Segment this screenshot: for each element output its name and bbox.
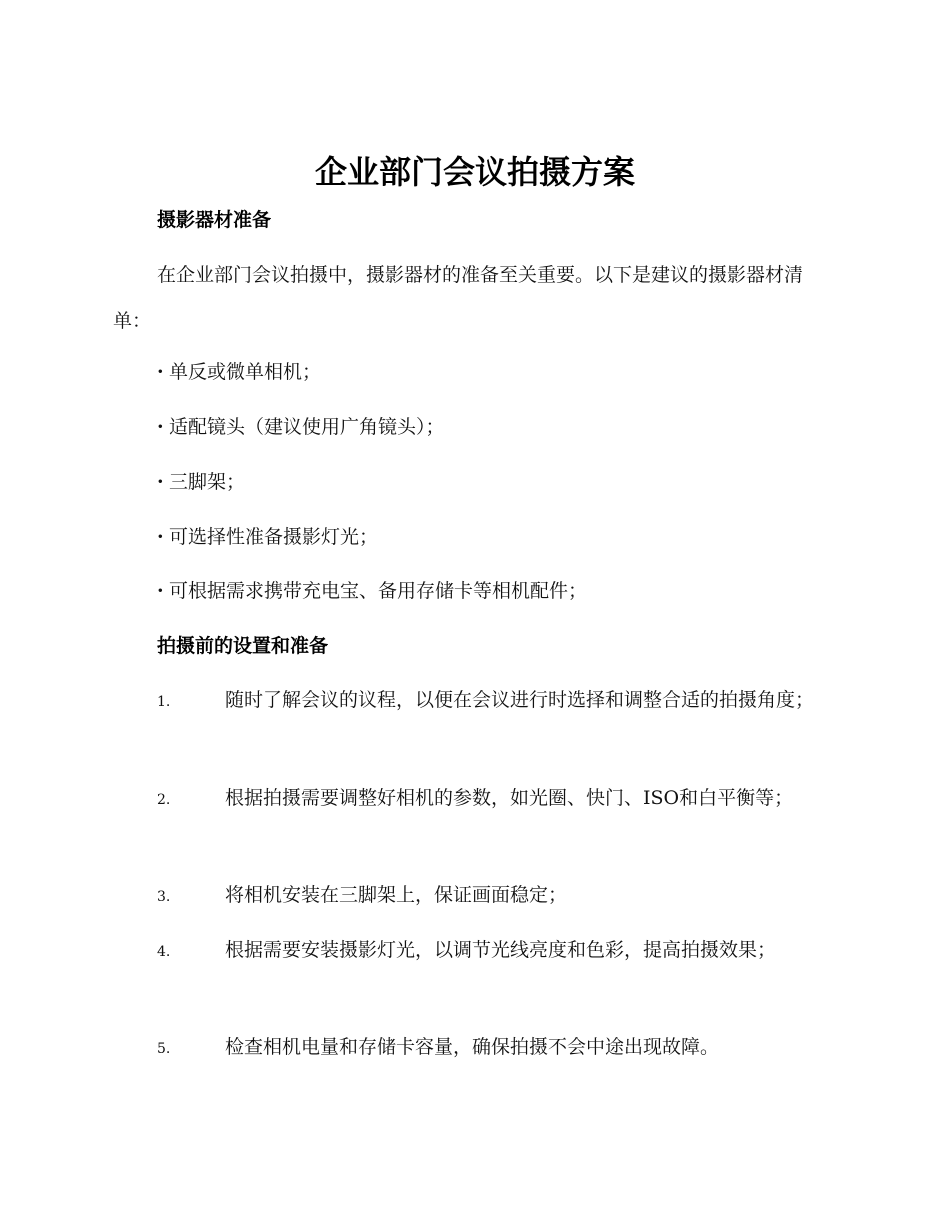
item-number: 2. [157, 792, 171, 808]
bullet-item [157, 413, 445, 441]
item-text: 根据需要安装摄影灯光，以调节光线亮度和色彩，提高拍摄效果； [225, 939, 777, 961]
item-number: 5. [157, 1041, 171, 1057]
numbered-item [113, 777, 835, 821]
item-text: 随时了解会议的议程，以便在会议进行时选择和调整合适的拍摄角度； [225, 689, 815, 711]
bullet-text: 三脚架； [169, 471, 246, 493]
bullet-item [157, 577, 587, 605]
item-text: 根据拍摄需要调整好相机的参数，如光圈、快门、ISO和白平衡等； [225, 787, 794, 809]
section-heading-setup: 拍摄前的设置和准备 [157, 635, 329, 657]
item-text: 将相机安装在三脚架上，保证画面稳定； [225, 884, 568, 906]
item-number: 4. [157, 944, 171, 960]
intro-paragraph: 在企业部门会议拍摄中，摄影器材的准备至关重要。以下是建议的摄影器材清单： [113, 264, 804, 332]
numbered-item [113, 1026, 835, 1070]
bullet-text: 可选择性准备摄影灯光； [169, 526, 379, 548]
section-heading-equipment: 摄影器材准备 [157, 209, 272, 231]
bullet-item [157, 358, 321, 386]
item-number: 3. [157, 889, 171, 905]
bullet-item [157, 468, 245, 496]
bullet-dot: · [157, 416, 164, 438]
item-number: 1. [157, 694, 171, 710]
bullet-dot: · [157, 580, 164, 602]
numbered-item [113, 929, 835, 973]
bullet-text: 可根据需求携带充电宝、备用存储卡等相机配件； [169, 580, 588, 602]
document-title: 企业部门会议拍摄方案 [314, 153, 635, 191]
bullet-text: 单反或微单相机； [169, 361, 322, 383]
bullet-dot: · [157, 526, 164, 548]
numbered-item [113, 679, 835, 723]
bullet-text: 适配镜头（建议使用广角镜头）； [169, 416, 445, 438]
bullet-dot: · [157, 361, 164, 383]
bullet-dot: · [157, 471, 164, 493]
item-text: 检查相机电量和存储卡容量，确保拍摄不会中途出现故障。 [225, 1036, 720, 1058]
numbered-item [113, 874, 835, 918]
bullet-item [157, 523, 378, 551]
